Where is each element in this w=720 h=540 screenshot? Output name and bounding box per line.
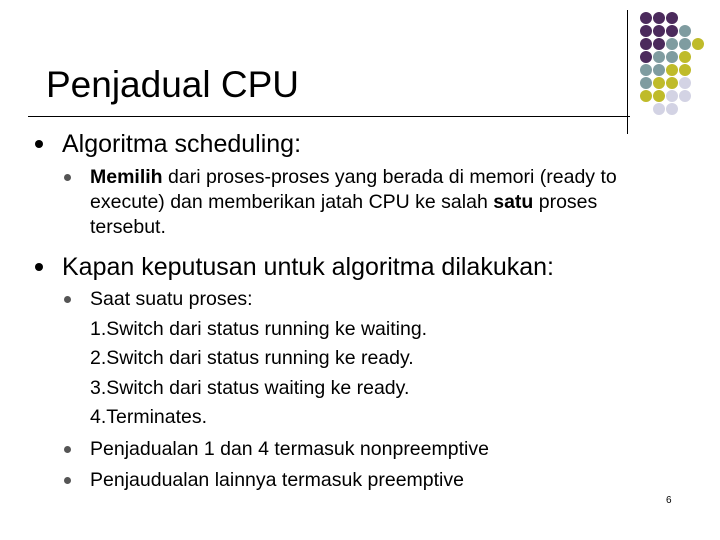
decorative-dot xyxy=(640,25,652,37)
decorative-dot xyxy=(666,25,678,37)
sub-bullet-icon xyxy=(64,174,71,181)
sub-bullet-nonpreemptive: Penjadualan 1 dan 4 termasuk nonpreemptive xyxy=(90,438,489,460)
page-number: 6 xyxy=(666,495,672,506)
bullet-icon xyxy=(35,263,43,271)
decorative-dot xyxy=(640,64,652,76)
step-item: 4.Terminates. xyxy=(90,406,208,428)
decorative-dot xyxy=(653,64,665,76)
bullet-kapan-keputusan: Kapan keputusan untuk algoritma dilakukan: xyxy=(62,253,554,281)
sub-bullet-saat-suatu-proses: Saat suatu proses: xyxy=(90,288,253,310)
decorative-dot xyxy=(666,12,678,24)
bold-text: satu xyxy=(493,191,534,213)
decorative-dot xyxy=(640,38,652,50)
sub-bullet-memilih xyxy=(90,165,670,240)
bullet-icon xyxy=(35,140,43,148)
decorative-dot xyxy=(653,103,665,115)
step-item: 2.Switch dari status running ke ready. xyxy=(90,347,414,369)
bold-text: Memilih xyxy=(90,166,163,188)
decorative-dot-grid xyxy=(640,12,720,112)
decorative-dot xyxy=(666,90,678,102)
sub-bullet-icon xyxy=(64,446,71,453)
decorative-dot xyxy=(653,90,665,102)
title-underline xyxy=(28,116,630,117)
decorative-dot xyxy=(666,64,678,76)
decorative-dot xyxy=(666,51,678,63)
body-text: proses tersebut. xyxy=(90,191,598,238)
sub-bullet-icon xyxy=(64,296,71,303)
decorative-dot xyxy=(640,12,652,24)
decorative-dot xyxy=(679,90,691,102)
decorative-dot xyxy=(653,51,665,63)
step-item: 1.Switch dari status running ke waiting. xyxy=(90,318,428,340)
step-item: 3.Switch dari status waiting ke ready. xyxy=(90,377,410,399)
body-text: dari proses-proses yang berada di memori (ready to execute) dan memberikan jatah CPU ke salah xyxy=(90,166,617,213)
decorative-dot xyxy=(679,38,691,50)
decorative-dot xyxy=(640,51,652,63)
decorative-dot xyxy=(653,25,665,37)
decorative-dot xyxy=(653,12,665,24)
decorative-dot xyxy=(666,77,678,89)
decorative-dot xyxy=(666,103,678,115)
decorative-dot xyxy=(640,90,652,102)
decorative-dot xyxy=(679,51,691,63)
decorative-dot xyxy=(679,77,691,89)
decorative-dot xyxy=(692,38,704,50)
decorative-dot xyxy=(679,64,691,76)
decorative-dot xyxy=(640,77,652,89)
bullet-algoritma-scheduling: Algoritma scheduling: xyxy=(62,130,302,158)
decorative-dot xyxy=(653,77,665,89)
slide-title: Penjadual CPU xyxy=(46,64,299,105)
sub-bullet-preemptive: Penjaudualan lainnya termasuk preemptive xyxy=(90,469,464,491)
decorative-dot xyxy=(653,38,665,50)
decorative-dot xyxy=(679,25,691,37)
decorative-dot xyxy=(666,38,678,50)
sub-bullet-icon xyxy=(64,477,71,484)
